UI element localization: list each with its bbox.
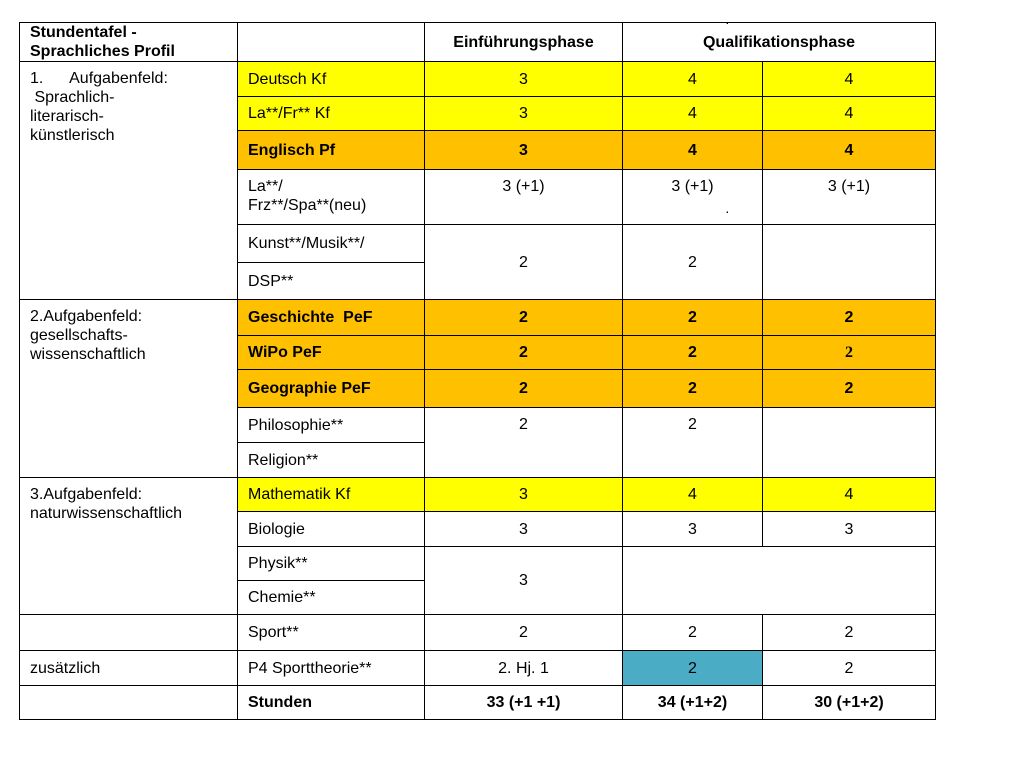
value-cell: 2 — [623, 615, 763, 651]
empty-cell — [20, 615, 238, 651]
value-cell: 2. Hj. 1 — [425, 651, 623, 686]
value-cell: 3 — [425, 547, 623, 615]
aufgabenfeld-1-label: 1. Aufgabenfeld: Sprachlich- literarisch- künstlerisch — [20, 62, 238, 300]
value-cell: 2 — [623, 300, 763, 336]
value-cell: 2 — [623, 408, 763, 478]
subject-geographie: Geographie PeF — [238, 370, 425, 408]
total-label: Stunden — [238, 686, 425, 720]
empty-cell — [623, 547, 936, 615]
value-cell: 3 — [425, 478, 623, 512]
empty-cell — [763, 225, 936, 300]
value-cell: 4 — [623, 478, 763, 512]
value-cell: 2 — [425, 370, 623, 408]
total-cell: 34 (+1+2) — [623, 686, 763, 720]
subject-sport: Sport** — [238, 615, 425, 651]
value-cell: 2 — [763, 300, 936, 336]
value-cell: 2 — [623, 370, 763, 408]
value-cell: 2 — [623, 336, 763, 370]
header-qualifikationsphase: Qualifikationsphase — [623, 23, 936, 62]
empty-cell — [20, 686, 238, 720]
subject-religion: Religion** — [238, 443, 425, 478]
value-cell: 3 — [425, 97, 623, 131]
table-title: Stundentafel - Sprachliches Profil — [20, 23, 238, 62]
value-cell: 3 — [425, 131, 623, 170]
subject-la-frz-spa: La**/ Frz**/Spa**(neu) — [238, 170, 425, 225]
value-cell: 3 — [425, 512, 623, 547]
header-einfuehrungsphase: Einführungsphase — [425, 23, 623, 62]
header-row — [20, 23, 936, 62]
value-cell: 3 — [425, 62, 623, 97]
value-cell: 2 — [425, 300, 623, 336]
value-cell: 2 — [763, 370, 936, 408]
subject-geschichte: Geschichte PeF — [238, 300, 425, 336]
subject-mathematik: Mathematik Kf — [238, 478, 425, 512]
value-cell: 2 — [763, 651, 936, 686]
stray-dot: · — [725, 203, 730, 219]
stundentafel-table — [19, 22, 936, 720]
value-cell: 2 — [623, 651, 763, 686]
value-cell: 4 — [623, 131, 763, 170]
value-cell: 2 — [425, 615, 623, 651]
stray-dot: · — [725, 14, 730, 30]
table-row — [20, 300, 936, 336]
table-row — [20, 615, 936, 651]
empty-cell — [763, 408, 936, 478]
subject-philosophie: Philosophie** — [238, 408, 425, 443]
value-cell: 2 — [623, 225, 763, 300]
value-cell: 2 — [425, 408, 623, 478]
subject-dsp: DSP** — [238, 263, 425, 300]
value-cell: 4 — [763, 478, 936, 512]
subject-la-fr: La**/Fr** Kf — [238, 97, 425, 131]
table-row — [20, 478, 936, 512]
total-row — [20, 686, 936, 720]
subject-englisch: Englisch Pf — [238, 131, 425, 170]
value-cell: 2 — [763, 336, 936, 370]
value-cell: 3 (+1) — [763, 170, 936, 225]
value-cell: 2 — [425, 336, 623, 370]
subject-chemie: Chemie** — [238, 581, 425, 615]
value-cell: 3 — [623, 512, 763, 547]
subject-wipo: WiPo PeF — [238, 336, 425, 370]
total-cell: 30 (+1+2) — [763, 686, 936, 720]
value-cell: 4 — [623, 62, 763, 97]
subject-p4-sporttheorie: P4 Sporttheorie** — [238, 651, 425, 686]
subject-kunst-musik: Kunst**/Musik**/ — [238, 225, 425, 263]
value-cell: 4 — [763, 62, 936, 97]
value-cell: 4 — [763, 97, 936, 131]
header-spacer — [238, 23, 425, 62]
value-cell: 3 (+1) — [425, 170, 623, 225]
subject-biologie: Biologie — [238, 512, 425, 547]
table-row — [20, 62, 936, 97]
subject-physik: Physik** — [238, 547, 425, 581]
value-cell: 2 — [763, 615, 936, 651]
value-cell: 3 — [763, 512, 936, 547]
aufgabenfeld-3-label: 3.Aufgabenfeld: naturwissenschaftlich — [20, 478, 238, 615]
aufgabenfeld-2-label: 2.Aufgabenfeld: gesellschafts- wissenschaftlich — [20, 300, 238, 478]
extra-label: zusätzlich — [20, 651, 238, 686]
total-cell: 33 (+1 +1) — [425, 686, 623, 720]
value-cell: 3 (+1) — [623, 170, 763, 225]
value-cell: 4 — [763, 131, 936, 170]
table-row — [20, 651, 936, 686]
value-cell: 2 — [425, 225, 623, 300]
value-cell: 4 — [623, 97, 763, 131]
subject-deutsch: Deutsch Kf — [238, 62, 425, 97]
